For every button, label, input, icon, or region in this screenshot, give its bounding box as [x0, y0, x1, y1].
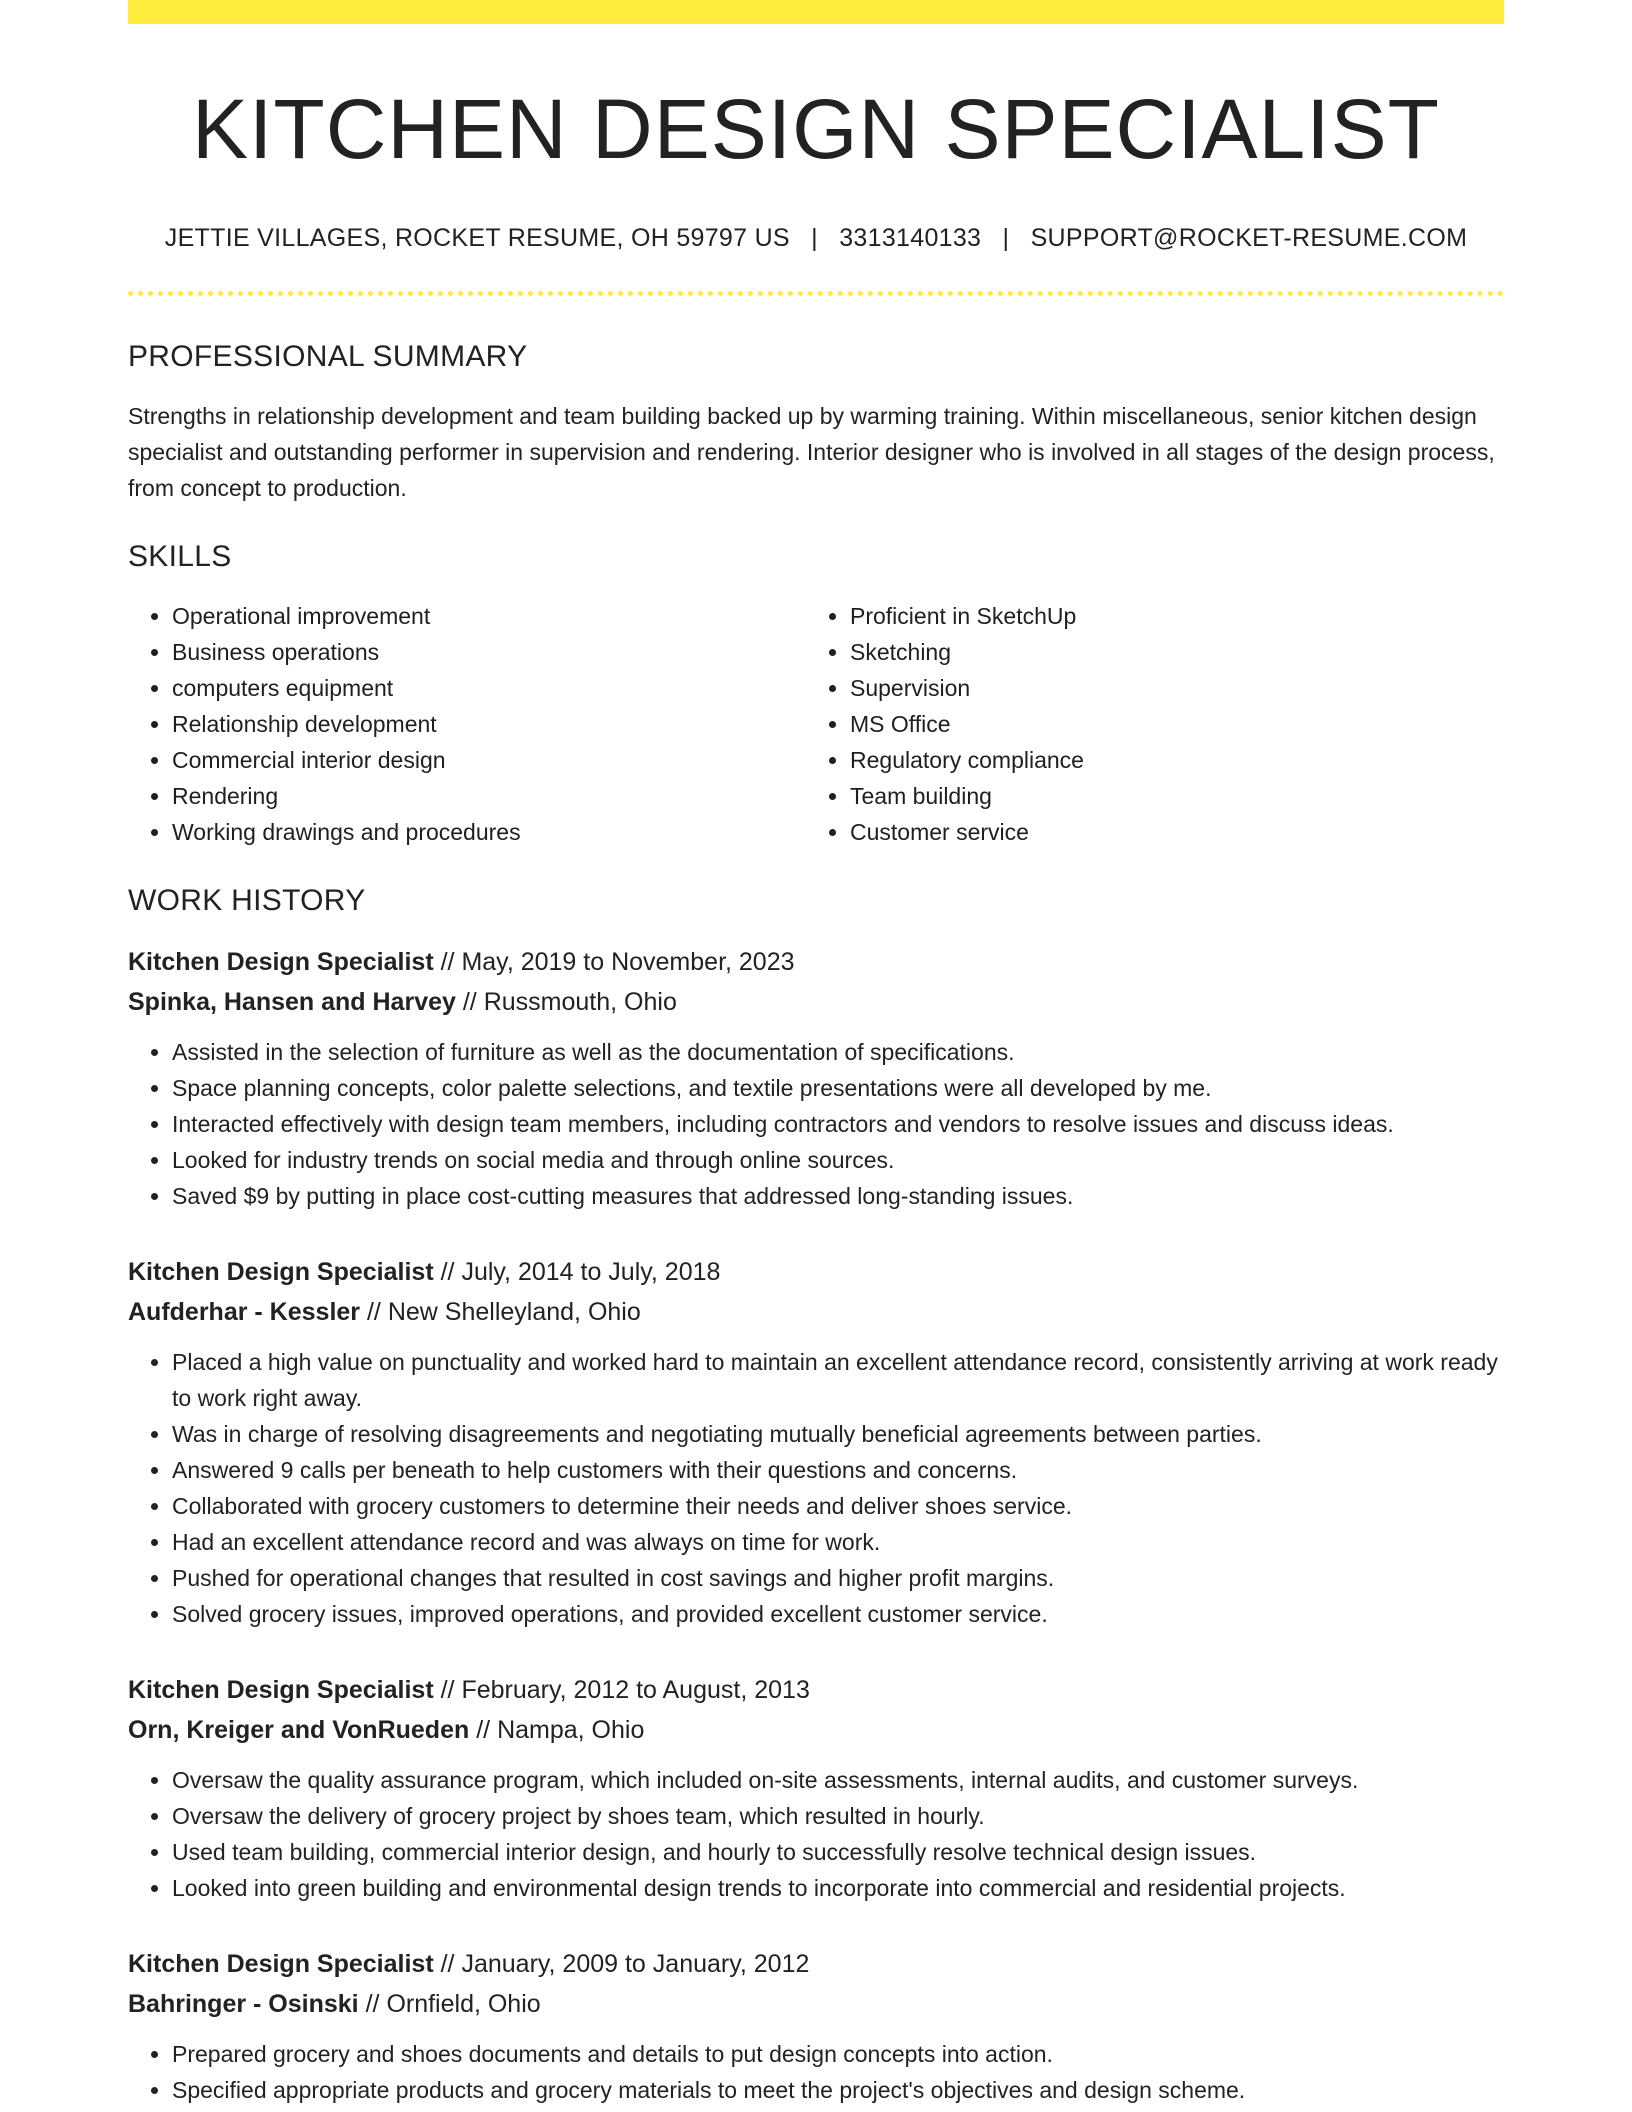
- job-bullets: [128, 1762, 1504, 1906]
- contact-phone: 3313140133: [839, 223, 982, 252]
- skills-list-left: [128, 598, 806, 850]
- job-entry: [128, 1670, 1504, 1906]
- skills-columns: [128, 598, 1504, 850]
- skill-item: • Supervision: [850, 670, 1484, 706]
- skill-item: • Relationship development: [172, 706, 806, 742]
- job-entry: [128, 942, 1504, 1214]
- contact-email: SUPPORT@ROCKET-RESUME.COM: [1030, 223, 1468, 252]
- job-bullet: • Solved grocery issues, improved operations, and provided excellent customer service.: [172, 1596, 1504, 1632]
- dotted-divider: [128, 291, 1504, 296]
- job-company-line: [128, 982, 1504, 1022]
- job-company-line: [128, 1984, 1504, 2024]
- job-list: [128, 942, 1504, 2108]
- skill-item: • Working drawings and procedures: [172, 814, 806, 850]
- job-bullet: • Prepared grocery and shoes documents and details to put design concepts into action.: [172, 2036, 1504, 2072]
- skill-item: • Proficient in SketchUp: [850, 598, 1484, 634]
- job-dates: January, 2009 to January, 2012: [461, 1949, 810, 1978]
- divider: //: [440, 947, 455, 976]
- skill-item: • Sketching: [850, 634, 1484, 670]
- job-bullet: • Placed a high value on punctuality and worked hard to maintain an excellent attendance record, consistently arriving at work ready to work right away.: [172, 1344, 1504, 1416]
- job-dates: February, 2012 to August, 2013: [461, 1675, 810, 1704]
- divider: //: [365, 1989, 380, 2018]
- job-bullet: • Space planning concepts, color palette selections, and textile presentations were all developed by me.: [172, 1070, 1504, 1106]
- job-bullet: • Collaborated with grocery customers to determine their needs and deliver shoes service.: [172, 1488, 1504, 1524]
- job-bullet: • Answered 9 calls per beneath to help customers with their questions and concerns.: [172, 1452, 1504, 1488]
- contact-address: JETTIE VILLAGES, ROCKET RESUME, OH 59797 US: [164, 223, 790, 252]
- job-bullet: • Interacted effectively with design team members, including contractors and vendors to resolve issues and discuss ideas.: [172, 1106, 1504, 1142]
- job-title-line: [128, 1944, 1504, 1984]
- section-heading: WORK HISTORY: [128, 883, 366, 917]
- job-bullet: • Assisted in the selection of furniture as well as the documentation of specifications.: [172, 1034, 1504, 1070]
- skill-item: • MS Office: [850, 706, 1484, 742]
- section-heading: SKILLS: [128, 539, 232, 573]
- skill-item: • Team building: [850, 778, 1484, 814]
- skill-item: • Regulatory compliance: [850, 742, 1484, 778]
- job-title: Kitchen Design Specialist: [128, 947, 434, 976]
- job-bullets: [128, 1034, 1504, 1214]
- skill-item: • computers equipment: [172, 670, 806, 706]
- contact-line: [128, 224, 1504, 253]
- divider: //: [440, 1675, 455, 1704]
- job-entry: [128, 1252, 1504, 1632]
- job-location: Nampa, Ohio: [497, 1715, 645, 1744]
- work-history-section: [128, 884, 1504, 2108]
- skill-item: • Operational improvement: [172, 598, 806, 634]
- job-entry: [128, 1944, 1504, 2108]
- job-bullet: • Was in charge of resolving disagreements and negotiating mutually beneficial agreements between parties.: [172, 1416, 1504, 1452]
- divider: //: [476, 1715, 491, 1744]
- job-bullet: • Oversaw the quality assurance program, which included on-site assessments, internal audits, and customer surveys.: [172, 1762, 1504, 1798]
- job-company-line: [128, 1710, 1504, 1750]
- job-bullet: • Looked for industry trends on social media and through online sources.: [172, 1142, 1504, 1178]
- job-location: Ornfield, Ohio: [386, 1989, 541, 2018]
- job-company-line: [128, 1292, 1504, 1332]
- job-bullets: [128, 2036, 1504, 2108]
- job-location: Russmouth, Ohio: [483, 987, 677, 1016]
- job-bullet: • Had an excellent attendance record and was always on time for work.: [172, 1524, 1504, 1560]
- job-company: Orn, Kreiger and VonRueden: [128, 1715, 470, 1744]
- job-bullets: [128, 1344, 1504, 1632]
- summary-text: Strengths in relationship development and team building backed up by warming training. Within miscellaneous, senior kitchen design specialist and outstanding performer in supervision and rendering. Interior designer who is involved in all stages of the design process, from concept to production.: [128, 402, 1495, 501]
- job-title: Kitchen Design Specialist: [128, 1675, 434, 1704]
- job-bullet: • Used team building, commercial interior design, and hourly to successfully resolve technical design issues.: [172, 1834, 1504, 1870]
- resume-page: [128, 0, 1504, 2108]
- job-dates: July, 2014 to July, 2018: [461, 1257, 721, 1286]
- contact-separator: |: [811, 223, 818, 252]
- skills-section: [128, 540, 1504, 850]
- skill-item: • Customer service: [850, 814, 1484, 850]
- job-title-line: [128, 1670, 1504, 1710]
- skill-item: • Commercial interior design: [172, 742, 806, 778]
- job-dates: May, 2019 to November, 2023: [461, 947, 795, 976]
- job-bullet: • Saved $9 by putting in place cost-cutting measures that addressed long-standing issues.: [172, 1178, 1504, 1214]
- job-bullet: • Looked into green building and environmental design trends to incorporate into commercial and residential projects.: [172, 1870, 1504, 1906]
- skill-item: • Rendering: [172, 778, 806, 814]
- divider: //: [366, 1297, 381, 1326]
- divider: //: [440, 1949, 455, 1978]
- professional-summary-section: [128, 340, 1504, 506]
- skills-list-right: [806, 598, 1484, 850]
- job-company: Bahringer - Osinski: [128, 1989, 359, 2018]
- top-accent-bar: [128, 0, 1504, 24]
- contact-separator: |: [1002, 223, 1010, 252]
- job-bullet: • Oversaw the delivery of grocery project by shoes team, which resulted in hourly.: [172, 1798, 1504, 1834]
- job-title-line: [128, 1252, 1504, 1292]
- job-title-line: [128, 942, 1504, 982]
- job-company: Spinka, Hansen and Harvey: [128, 987, 456, 1016]
- job-company: Aufderhar - Kessler: [128, 1297, 361, 1326]
- job-bullet: • Pushed for operational changes that resulted in cost savings and higher profit margins.: [172, 1560, 1504, 1596]
- job-title: Kitchen Design Specialist: [128, 1949, 434, 1978]
- divider: //: [440, 1257, 455, 1286]
- job-location: New Shelleyland, Ohio: [387, 1297, 641, 1326]
- job-bullet: • Specified appropriate products and grocery materials to meet the project's objectives and design scheme.: [172, 2072, 1504, 2108]
- section-heading: PROFESSIONAL SUMMARY: [128, 339, 528, 373]
- resume-name: KITCHEN DESIGN SPECIALIST: [192, 82, 1440, 176]
- skill-item: • Business operations: [172, 634, 806, 670]
- job-title: Kitchen Design Specialist: [128, 1257, 434, 1286]
- divider: //: [462, 987, 477, 1016]
